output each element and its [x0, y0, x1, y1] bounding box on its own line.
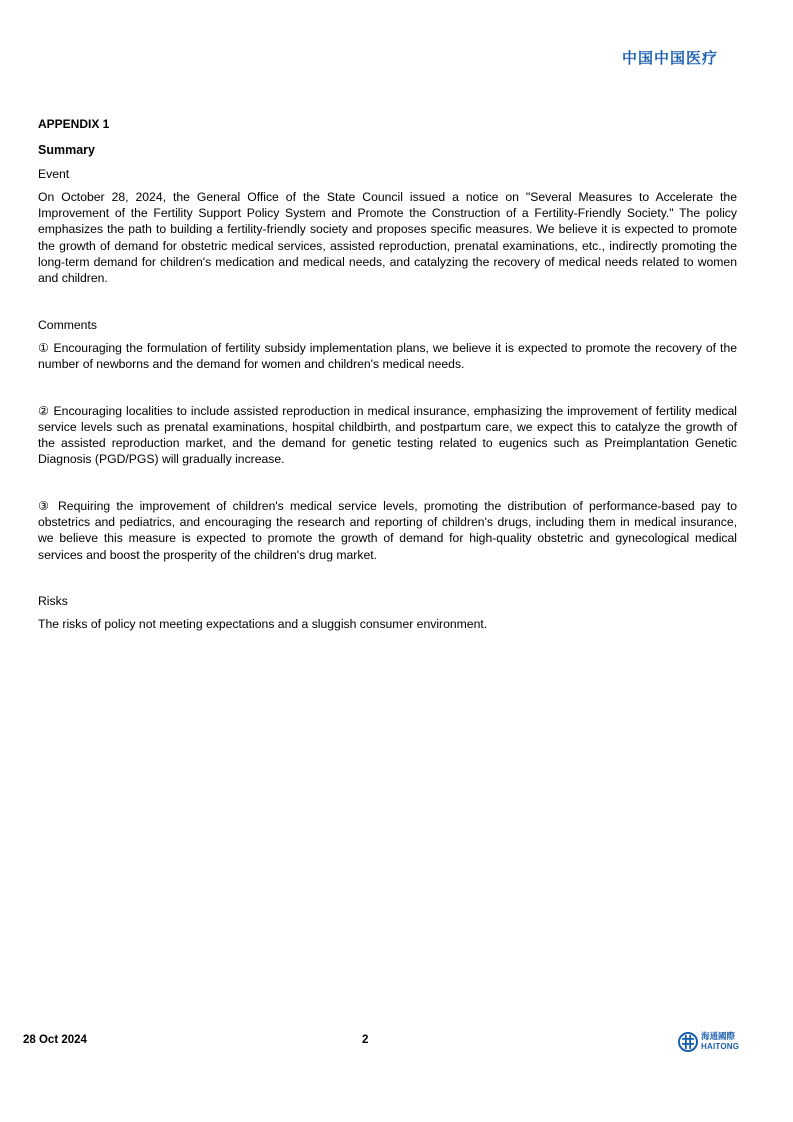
appendix-title: APPENDIX 1: [38, 117, 110, 131]
comment-item: ① Encouraging the formulation of fertility subsidy implementation plans, we believe it is expected to promote the recovery of the number of newborns and the demand for women and children's medical needs.: [38, 340, 737, 372]
event-label: Event: [38, 166, 70, 181]
summary-heading: Summary: [38, 143, 95, 158]
event-paragraph: On October 28, 2024, the General Office of the State Council issued a notice on "Several Measures to Accelerate the Improvement of the Fertility Support Policy System and Promote the Construction of a Fertility-Friendly Society." The policy emphasizes the path to building a fertility-friendly society and proposes specific measures. We believe it is expected to promote the growth of demand for obstetric medical services, assisted reproduction, prenatal examinations, etc., indirectly promoting the long-term demand for children's medication and medical needs, and catalyzing the recovery of medical needs related to women and children.: [38, 189, 737, 286]
comment-item: ③ Requiring the improvement of children's medical service levels, promoting the distribution of performance-based pay to obstetrics and pediatrics, and encouraging the research and reporting of children's drugs, including them in medical insurance, we believe this measure is expected to promote the growth of demand for high-quality obstetric and gynecological medical services and boost the prosperity of the children's drug market.: [38, 498, 737, 562]
comments-label: Comments: [38, 317, 97, 332]
logo-english-text: HAITONG: [701, 1042, 740, 1051]
haitong-logo: [678, 1032, 739, 1052]
comment-item: ② Encouraging localities to include assisted reproduction in medical insurance, emphasizing the improvement of fertility medical service levels such as prenatal examinations, hospital childbirth, and postpartum care, we expect this to catalyze the growth of the assisted reproduction market, and the demand for genetic testing related to eugenics such as Preimplantation Genetic Diagnosis (PGD/PGS) will gradually increase.: [38, 403, 737, 467]
risks-paragraph: The risks of policy not meeting expectations and a sluggish consumer environment.: [38, 617, 488, 632]
footer-date: 28 Oct 2024: [23, 1034, 87, 1046]
header-brand-title: 中国中国医疗: [622, 49, 719, 67]
risks-label: Risks: [38, 593, 68, 608]
page-number: 2: [362, 1034, 369, 1046]
haitong-logo-icon: [678, 1032, 698, 1052]
document-body: [38, 116, 737, 633]
logo-chinese-text: 海通國際: [701, 1032, 736, 1042]
